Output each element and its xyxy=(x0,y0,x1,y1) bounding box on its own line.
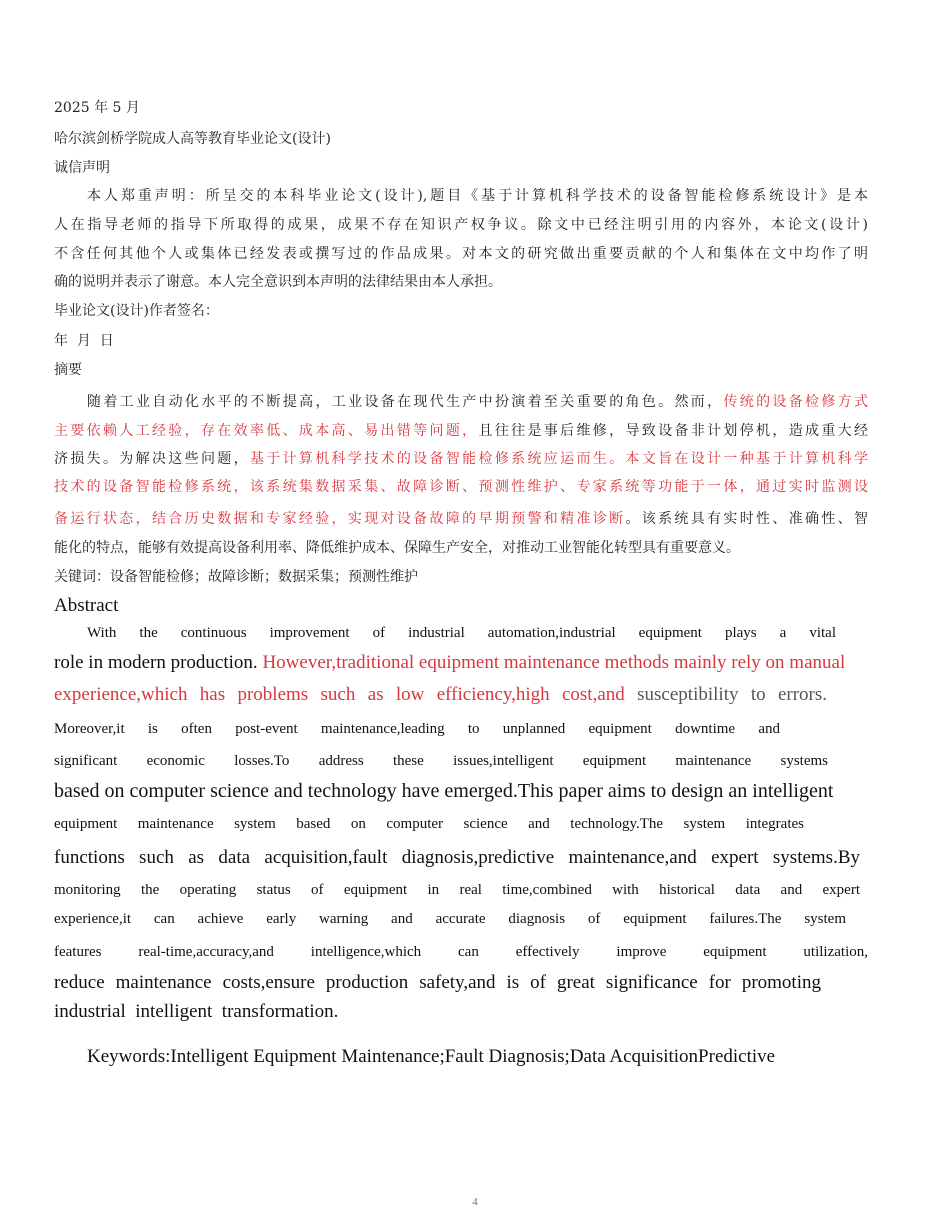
abstract-en-line: experience,it can achieve early warning and accurate diagnosis of equipment failures.The system xyxy=(54,911,846,927)
abstract-en-line: reduce maintenance costs,ensure production safety,and is of great significance for promoting xyxy=(54,972,821,993)
abstract-cn-line xyxy=(87,391,868,411)
college-title: 哈尔滨剑桥学院成人高等教育毕业论文(设计) xyxy=(54,131,331,147)
abstract-en-line: features real-time,accuracy,and intelligence,which can effectively improve equipment utilization, xyxy=(54,944,868,960)
abstract-en-line xyxy=(54,684,827,706)
abstract-en-text: role in modern production. xyxy=(54,652,258,673)
abstract-en-line: With the continuous improvement of industrial automation,industrial equipment plays a vital xyxy=(87,625,836,641)
abstract-cn-highlight: 备运行状态，结合历史数据和专家经验，实现对设备故障的早期预警和精准诊断 xyxy=(54,511,626,527)
abstract-en-line: functions such as data acquisition,fault diagnosis,predictive maintenance,and expert systems.By xyxy=(54,847,860,868)
date-blank: 年 月 日 xyxy=(54,333,114,349)
abstract-cn-highlight: 传统的设备检修方式 xyxy=(723,394,869,410)
abstract-cn-heading: 摘要 xyxy=(54,362,82,378)
abstract-cn-text: 济损失。为解决这些问题， xyxy=(54,451,250,467)
signature-label: 毕业论文(设计)作者签名： xyxy=(54,303,219,319)
abstract-en-heading: Abstract xyxy=(54,595,119,616)
abstract-en-highlight: experience,which has problems such as low efficiency,high cost,and xyxy=(54,684,625,705)
abstract-en-line: equipment maintenance system based on computer science and technology.The system integrates xyxy=(54,816,804,832)
integrity-line: 本人郑重声明：所呈交的本科毕业论文(设计),题目《基于计算机科学技术的设备智能检修系统设计》是本 xyxy=(87,188,868,204)
abstract-cn-text: 且往往是事后维修，导致设备非计划停机，造成重大经 xyxy=(478,423,869,439)
abstract-cn-highlight: 基于计算机科学技术的设备智能检修系统应运而生。本文旨在设计一种基于计算机科学 xyxy=(249,451,869,467)
date: 2025 年 5 月 xyxy=(54,100,140,116)
abstract-en-highlight: However,traditional equipment maintenance methods mainly rely on manual xyxy=(262,652,846,673)
abstract-en-line: industrial intelligent transformation. xyxy=(54,1001,339,1022)
abstract-en-line: significant economic losses.To address these issues,intelligent equipment maintenance systems xyxy=(54,753,828,769)
integrity-line: 人在指导老师的指导下所取得的成果，成果不存在知识产权争议。除文中已经注明引用的内容外，本论文(设计) xyxy=(54,217,868,233)
integrity-line: 确的说明并表示了谢意。本人完全意识到本声明的法律结果由本人承担。 xyxy=(54,274,502,290)
abstract-en-line: Moreover,it is often post-event maintenance,leading to unplanned equipment downtime and xyxy=(54,721,780,737)
abstract-cn-line xyxy=(54,508,868,528)
abstract-cn-line: 技术的设备智能检修系统，该系统集数据采集、故障诊断、预测性维护、专家系统等功能于一体，通过实时监测设 xyxy=(54,479,868,495)
abstract-cn-text: 随着工业自动化水平的不断提高，工业设备在现代生产中扮演着至关重要的角色。然而， xyxy=(87,394,724,410)
keywords-en: Keywords:Intelligent Equipment Maintenance;Fault Diagnosis;Data AcquisitionPredictive xyxy=(87,1046,776,1067)
abstract-en-text: susceptibility to errors. xyxy=(637,684,828,705)
abstract-cn-highlight: 主要依赖人工经验，存在效率低、成本高、易出错等问题， xyxy=(54,423,479,439)
abstract-en-line xyxy=(54,652,845,674)
abstract-cn-line xyxy=(54,420,868,440)
keywords-cn: 关键词：设备智能检修；故障诊断；数据采集；预测性维护 xyxy=(54,569,418,585)
abstract-cn-line xyxy=(54,448,868,468)
page-number: 4 xyxy=(472,1196,478,1208)
abstract-en-line: based on computer science and technology have emerged.This paper aims to design an intelligent xyxy=(54,780,834,802)
abstract-en-line: monitoring the operating status of equipment in real time,combined with historical data and expert xyxy=(54,882,860,898)
abstract-cn-text: 。该系统具有实时性、准确性、智 xyxy=(625,511,869,527)
integrity-heading: 诚信声明 xyxy=(54,160,110,176)
integrity-line: 不含任何其他个人或集体已经发表或撰写过的作品成果。对本文的研究做出重要贡献的个人和集体在文中均作了明 xyxy=(54,246,868,262)
abstract-cn-line: 能化的特点，能够有效提高设备利用率、降低维护成本、保障生产安全，对推动工业智能化转型具有重要意义。 xyxy=(54,540,740,556)
